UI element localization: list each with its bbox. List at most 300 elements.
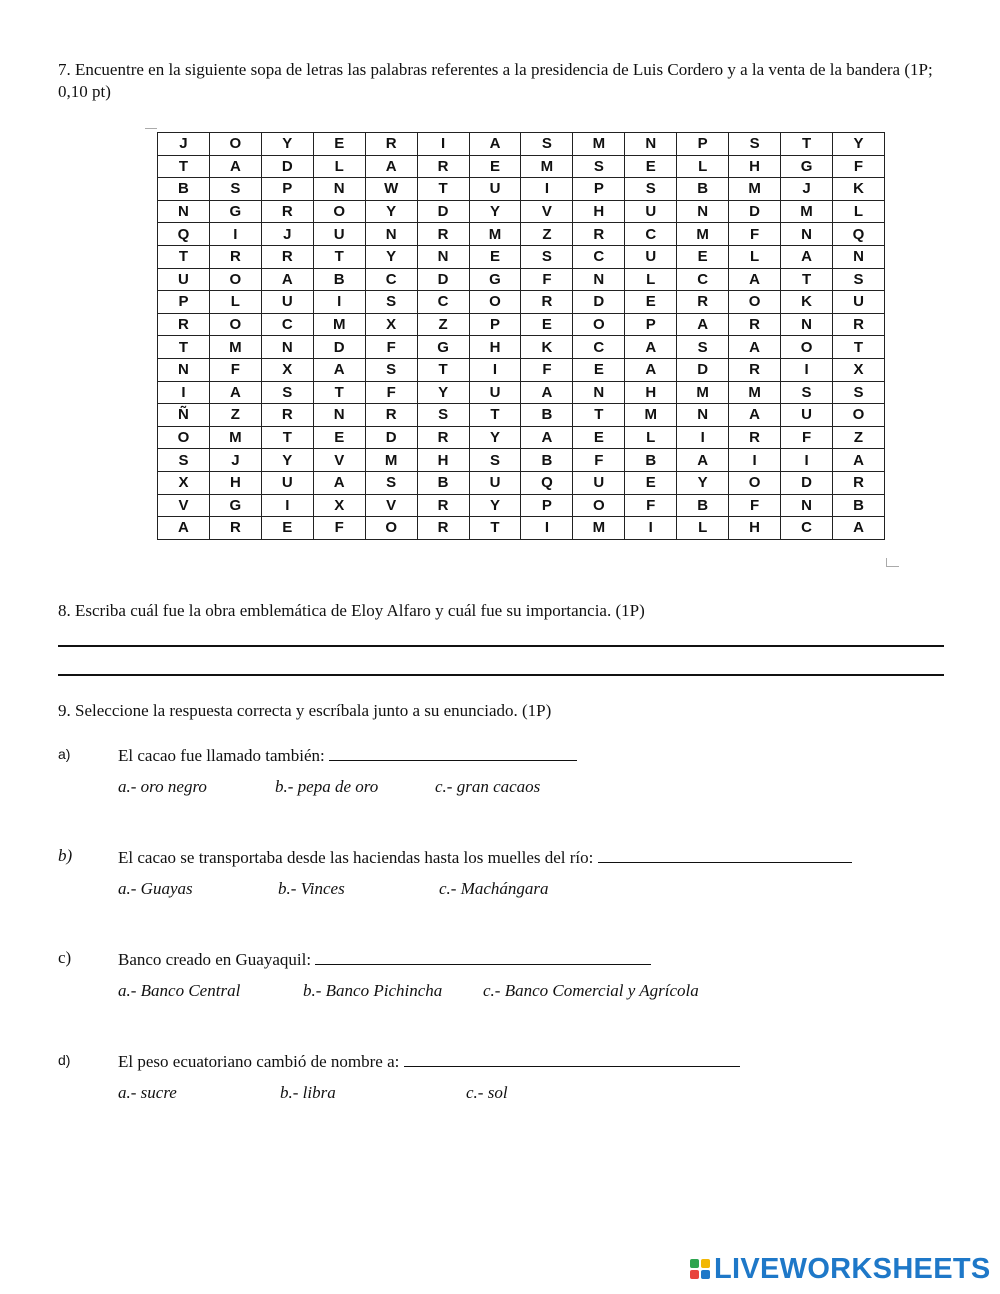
grid-cell[interactable]: Q bbox=[832, 223, 884, 246]
grid-cell[interactable]: R bbox=[209, 245, 261, 268]
grid-cell[interactable]: N bbox=[365, 223, 417, 246]
grid-cell[interactable]: E bbox=[625, 471, 677, 494]
grid-cell[interactable]: K bbox=[781, 291, 833, 314]
grid-cell[interactable]: A bbox=[729, 336, 781, 359]
grid-cell[interactable]: R bbox=[729, 426, 781, 449]
grid-cell[interactable]: M bbox=[781, 200, 833, 223]
grid-cell[interactable]: T bbox=[469, 404, 521, 427]
grid-cell[interactable]: O bbox=[832, 404, 884, 427]
grid-cell[interactable]: E bbox=[677, 245, 729, 268]
grid-cell[interactable]: A bbox=[677, 313, 729, 336]
grid-cell[interactable]: L bbox=[625, 426, 677, 449]
grid-cell[interactable]: U bbox=[261, 291, 313, 314]
option-c[interactable]: c.- sol bbox=[466, 1083, 508, 1102]
grid-cell[interactable]: S bbox=[832, 381, 884, 404]
grid-cell[interactable]: T bbox=[781, 133, 833, 156]
grid-cell[interactable]: F bbox=[729, 223, 781, 246]
grid-cell[interactable]: M bbox=[365, 449, 417, 472]
option-a[interactable]: a.- sucre bbox=[118, 1083, 177, 1102]
grid-row bbox=[158, 517, 885, 540]
grid-cell[interactable]: A bbox=[625, 336, 677, 359]
grid-cell[interactable]: G bbox=[469, 268, 521, 291]
grid-cell[interactable]: T bbox=[573, 404, 625, 427]
option-b[interactable]: b.- libra bbox=[280, 1083, 336, 1102]
grid-cell[interactable]: Y bbox=[417, 381, 469, 404]
grid-row bbox=[158, 291, 885, 314]
grid-cell[interactable]: S bbox=[729, 133, 781, 156]
grid-cell[interactable]: O bbox=[781, 336, 833, 359]
grid-cell[interactable]: E bbox=[521, 313, 573, 336]
item-stem-text: Banco creado en Guayaquil: bbox=[118, 950, 316, 969]
grid-cell[interactable]: B bbox=[832, 494, 884, 517]
grid-cell[interactable]: M bbox=[209, 336, 261, 359]
grid-row bbox=[158, 245, 885, 268]
grid-cell[interactable]: P bbox=[158, 291, 210, 314]
grid-cell[interactable]: C bbox=[781, 517, 833, 540]
grid-cell[interactable]: Z bbox=[417, 313, 469, 336]
grid-cell[interactable]: H bbox=[417, 449, 469, 472]
grid-cell[interactable]: F bbox=[832, 155, 884, 178]
grid-cell[interactable]: I bbox=[677, 426, 729, 449]
grid-cell[interactable]: Y bbox=[469, 494, 521, 517]
grid-cell[interactable]: D bbox=[417, 268, 469, 291]
grid-cell[interactable]: E bbox=[261, 517, 313, 540]
grid-cell[interactable]: U bbox=[625, 200, 677, 223]
option-a[interactable]: a.- oro negro bbox=[118, 777, 207, 796]
grid-cell[interactable]: D bbox=[677, 358, 729, 381]
grid-cell[interactable]: T bbox=[469, 517, 521, 540]
grid-cell[interactable]: E bbox=[469, 155, 521, 178]
grid-cell[interactable]: P bbox=[625, 313, 677, 336]
grid-cell[interactable]: U bbox=[313, 223, 365, 246]
grid-cell[interactable]: X bbox=[313, 494, 365, 517]
grid-cell[interactable]: T bbox=[158, 155, 210, 178]
grid-cell[interactable]: U bbox=[261, 471, 313, 494]
grid-cell[interactable]: E bbox=[313, 133, 365, 156]
grid-cell[interactable]: U bbox=[573, 471, 625, 494]
grid-cell[interactable]: Z bbox=[521, 223, 573, 246]
item-stem bbox=[118, 744, 577, 766]
grid-cell[interactable]: T bbox=[313, 381, 365, 404]
grid-cell[interactable]: W bbox=[365, 178, 417, 201]
item-stem-text: El cacao se transportaba desde las haciendas hasta los muelles del río: bbox=[118, 848, 598, 867]
grid-cell[interactable]: Y bbox=[365, 245, 417, 268]
grid-cell[interactable]: M bbox=[209, 426, 261, 449]
grid-cell[interactable]: O bbox=[209, 133, 261, 156]
grid-cell[interactable]: H bbox=[469, 336, 521, 359]
grid-cell[interactable]: Y bbox=[469, 426, 521, 449]
logo-square bbox=[701, 1259, 710, 1268]
grid-cell[interactable]: N bbox=[832, 245, 884, 268]
grid-cell[interactable]: H bbox=[573, 200, 625, 223]
grid-cell[interactable]: G bbox=[209, 494, 261, 517]
grid-cell[interactable]: R bbox=[261, 404, 313, 427]
grid-cell[interactable]: V bbox=[158, 494, 210, 517]
grid-cell[interactable]: E bbox=[625, 291, 677, 314]
grid-cell[interactable]: I bbox=[521, 178, 573, 201]
grid-cell[interactable]: T bbox=[832, 336, 884, 359]
grid-cell[interactable]: I bbox=[158, 381, 210, 404]
grid-cell[interactable]: V bbox=[365, 494, 417, 517]
grid-cell[interactable]: O bbox=[209, 313, 261, 336]
grid-cell[interactable]: P bbox=[677, 133, 729, 156]
grid-cell[interactable]: B bbox=[677, 494, 729, 517]
grid-cell[interactable]: C bbox=[417, 291, 469, 314]
grid-cell[interactable]: R bbox=[365, 404, 417, 427]
grid-cell[interactable]: F bbox=[365, 381, 417, 404]
grid-cell[interactable]: I bbox=[417, 133, 469, 156]
grid-cell[interactable]: Z bbox=[209, 404, 261, 427]
grid-cell[interactable]: I bbox=[209, 223, 261, 246]
grid-cell[interactable]: T bbox=[417, 358, 469, 381]
grid-cell[interactable]: X bbox=[832, 358, 884, 381]
grid-cell[interactable]: A bbox=[209, 155, 261, 178]
grid-cell[interactable]: S bbox=[261, 381, 313, 404]
grid-cell[interactable]: R bbox=[261, 245, 313, 268]
grid-cell[interactable]: N bbox=[313, 178, 365, 201]
grid-cell[interactable]: R bbox=[417, 155, 469, 178]
grid-cell[interactable]: R bbox=[365, 133, 417, 156]
grid-cell[interactable]: O bbox=[573, 494, 625, 517]
grid-cell[interactable]: E bbox=[469, 245, 521, 268]
grid-row bbox=[158, 471, 885, 494]
grid-row bbox=[158, 404, 885, 427]
grid-cell[interactable]: N bbox=[158, 200, 210, 223]
grid-cell[interactable]: H bbox=[729, 155, 781, 178]
grid-cell[interactable]: C bbox=[573, 336, 625, 359]
answer-blank[interactable] bbox=[329, 744, 577, 761]
grid-cell[interactable]: L bbox=[625, 268, 677, 291]
grid-cell[interactable]: X bbox=[158, 471, 210, 494]
grid-cell[interactable]: U bbox=[781, 404, 833, 427]
grid-cell[interactable]: S bbox=[209, 178, 261, 201]
grid-row bbox=[158, 133, 885, 156]
item-stem bbox=[118, 846, 852, 868]
grid-row bbox=[158, 358, 885, 381]
grid-cell[interactable]: T bbox=[417, 178, 469, 201]
grid-cell[interactable]: C bbox=[677, 268, 729, 291]
grid-cell[interactable]: R bbox=[677, 291, 729, 314]
answer-blank[interactable] bbox=[598, 846, 852, 863]
grid-cell[interactable]: O bbox=[209, 268, 261, 291]
grid-cell[interactable]: D bbox=[573, 291, 625, 314]
grid-cell[interactable]: D bbox=[313, 336, 365, 359]
grid-cell[interactable]: D bbox=[261, 155, 313, 178]
option-b[interactable]: b.- Vinces bbox=[278, 879, 345, 898]
grid-cell[interactable]: Y bbox=[677, 471, 729, 494]
grid-cell[interactable]: F bbox=[781, 426, 833, 449]
grid-cell[interactable]: S bbox=[625, 178, 677, 201]
grid-cell[interactable]: S bbox=[521, 245, 573, 268]
word-search-table bbox=[157, 132, 885, 540]
grid-cell[interactable]: S bbox=[365, 471, 417, 494]
grid-cell[interactable]: N bbox=[677, 200, 729, 223]
answer-blank[interactable] bbox=[315, 948, 651, 965]
option-c[interactable]: c.- Banco Comercial y Agrícola bbox=[483, 981, 699, 1000]
grid-cell[interactable]: B bbox=[158, 178, 210, 201]
grid-cell[interactable]: I bbox=[781, 358, 833, 381]
grid-cell[interactable]: C bbox=[365, 268, 417, 291]
grid-cell[interactable]: O bbox=[158, 426, 210, 449]
answer-line-1[interactable] bbox=[58, 645, 944, 647]
grid-cell[interactable]: Z bbox=[832, 426, 884, 449]
q9-item-d bbox=[58, 1050, 958, 1110]
grid-row bbox=[158, 223, 885, 246]
grid-cell[interactable]: J bbox=[209, 449, 261, 472]
grid-cell[interactable]: T bbox=[313, 245, 365, 268]
grid-cell[interactable]: X bbox=[261, 358, 313, 381]
grid-cell[interactable]: B bbox=[313, 268, 365, 291]
grid-cell[interactable]: R bbox=[729, 358, 781, 381]
grid-cell[interactable]: I bbox=[781, 449, 833, 472]
grid-cell[interactable]: T bbox=[781, 268, 833, 291]
grid-cell[interactable]: C bbox=[573, 245, 625, 268]
grid-cell[interactable]: K bbox=[832, 178, 884, 201]
grid-cell[interactable]: A bbox=[365, 155, 417, 178]
logo-square bbox=[690, 1259, 699, 1268]
grid-cell[interactable]: N bbox=[158, 358, 210, 381]
grid-cell[interactable]: M bbox=[625, 404, 677, 427]
grid-cell[interactable]: S bbox=[469, 449, 521, 472]
grid-cell[interactable]: A bbox=[469, 133, 521, 156]
grid-cell[interactable]: F bbox=[625, 494, 677, 517]
grid-cell[interactable]: R bbox=[417, 426, 469, 449]
q9-item-c bbox=[58, 948, 958, 1008]
grid-cell[interactable]: D bbox=[365, 426, 417, 449]
grid-cell[interactable]: P bbox=[573, 178, 625, 201]
grid-cell[interactable]: M bbox=[677, 381, 729, 404]
grid-cell[interactable]: S bbox=[365, 358, 417, 381]
grid-cell[interactable]: L bbox=[832, 200, 884, 223]
grid-cell[interactable]: E bbox=[313, 426, 365, 449]
grid-cell[interactable]: A bbox=[832, 517, 884, 540]
grid-cell[interactable]: O bbox=[729, 471, 781, 494]
option-c[interactable]: c.- gran cacaos bbox=[435, 777, 541, 796]
grid-cell[interactable]: M bbox=[729, 381, 781, 404]
grid-cell[interactable]: O bbox=[573, 313, 625, 336]
grid-cell[interactable]: N bbox=[781, 494, 833, 517]
grid-cell[interactable]: S bbox=[417, 404, 469, 427]
grid-cell[interactable]: A bbox=[313, 358, 365, 381]
grid-cell[interactable]: Y bbox=[261, 449, 313, 472]
grid-cell[interactable]: E bbox=[625, 155, 677, 178]
grid-cell[interactable]: L bbox=[729, 245, 781, 268]
grid-cell[interactable]: N bbox=[781, 223, 833, 246]
grid-cell[interactable]: F bbox=[573, 449, 625, 472]
item-marker: c) bbox=[58, 948, 72, 967]
grid-cell[interactable]: U bbox=[469, 178, 521, 201]
grid-row bbox=[158, 426, 885, 449]
question-9: 9. Seleccione la respuesta correcta y escríbala junto a su enunciado. (1P) bbox=[58, 701, 552, 720]
grid-cell[interactable]: I bbox=[469, 358, 521, 381]
grid-cell[interactable]: C bbox=[625, 223, 677, 246]
grid-cell[interactable]: P bbox=[521, 494, 573, 517]
grid-cell[interactable]: A bbox=[625, 358, 677, 381]
grid-cell[interactable]: J bbox=[261, 223, 313, 246]
grid-cell[interactable]: R bbox=[158, 313, 210, 336]
grid-cell[interactable]: F bbox=[729, 494, 781, 517]
grid-cell[interactable]: H bbox=[625, 381, 677, 404]
grid-cell[interactable]: N bbox=[261, 336, 313, 359]
grid-cell[interactable]: H bbox=[209, 471, 261, 494]
grid-cell[interactable]: M bbox=[469, 223, 521, 246]
grid-cell[interactable]: U bbox=[469, 471, 521, 494]
grid-cell[interactable]: D bbox=[729, 200, 781, 223]
grid-cell[interactable]: B bbox=[625, 449, 677, 472]
grid-cell[interactable]: M bbox=[677, 223, 729, 246]
grid-cell[interactable]: M bbox=[313, 313, 365, 336]
grid-cell[interactable]: Q bbox=[521, 471, 573, 494]
grid-cell[interactable]: V bbox=[313, 449, 365, 472]
grid-cell[interactable]: A bbox=[158, 517, 210, 540]
grid-cell[interactable]: S bbox=[521, 133, 573, 156]
grid-cell[interactable]: R bbox=[832, 313, 884, 336]
grid-cell[interactable]: B bbox=[521, 404, 573, 427]
grid-cell[interactable]: M bbox=[573, 517, 625, 540]
grid-cell[interactable]: I bbox=[313, 291, 365, 314]
grid-cell[interactable]: A bbox=[677, 449, 729, 472]
grid-cell[interactable]: B bbox=[677, 178, 729, 201]
grid-cell[interactable]: A bbox=[521, 426, 573, 449]
grid-cell[interactable]: R bbox=[832, 471, 884, 494]
answer-line-2[interactable] bbox=[58, 674, 944, 676]
grid-cell[interactable]: R bbox=[573, 223, 625, 246]
grid-cell[interactable]: U bbox=[625, 245, 677, 268]
grid-cell[interactable]: I bbox=[521, 517, 573, 540]
grid-cell[interactable]: L bbox=[209, 291, 261, 314]
grid-cell[interactable]: S bbox=[365, 291, 417, 314]
grid-cell[interactable]: L bbox=[313, 155, 365, 178]
grid-cell[interactable]: T bbox=[158, 336, 210, 359]
grid-cell[interactable]: G bbox=[781, 155, 833, 178]
grid-row bbox=[158, 313, 885, 336]
option-b[interactable]: b.- pepa de oro bbox=[275, 777, 379, 796]
logo-text: LIVEWORKSHEETS bbox=[714, 1252, 991, 1285]
grid-cell[interactable]: A bbox=[781, 245, 833, 268]
grid-cell[interactable]: T bbox=[261, 426, 313, 449]
crop-mark-bottom-right bbox=[886, 558, 899, 567]
grid-cell[interactable]: P bbox=[469, 313, 521, 336]
grid-cell[interactable]: N bbox=[781, 313, 833, 336]
grid-cell[interactable]: S bbox=[573, 155, 625, 178]
grid-cell[interactable]: M bbox=[521, 155, 573, 178]
grid-cell[interactable]: R bbox=[417, 517, 469, 540]
grid-cell[interactable]: N bbox=[313, 404, 365, 427]
grid-cell[interactable]: A bbox=[521, 381, 573, 404]
grid-cell[interactable]: Q bbox=[158, 223, 210, 246]
grid-cell[interactable]: N bbox=[573, 268, 625, 291]
grid-cell[interactable]: O bbox=[469, 291, 521, 314]
grid-cell[interactable]: X bbox=[365, 313, 417, 336]
grid-cell[interactable]: F bbox=[365, 336, 417, 359]
grid-cell[interactable]: I bbox=[729, 449, 781, 472]
grid-cell[interactable]: N bbox=[677, 404, 729, 427]
grid-cell[interactable]: J bbox=[158, 133, 210, 156]
grid-cell[interactable]: A bbox=[261, 268, 313, 291]
grid-cell[interactable]: R bbox=[729, 313, 781, 336]
grid-cell[interactable]: G bbox=[209, 200, 261, 223]
item-stem-text: El cacao fue llamado también: bbox=[118, 746, 329, 765]
grid-cell[interactable]: K bbox=[521, 336, 573, 359]
grid-cell[interactable]: A bbox=[729, 268, 781, 291]
grid-cell[interactable]: F bbox=[521, 358, 573, 381]
grid-cell[interactable]: H bbox=[729, 517, 781, 540]
grid-cell[interactable]: T bbox=[158, 245, 210, 268]
grid-cell[interactable]: O bbox=[365, 517, 417, 540]
grid-cell[interactable]: Y bbox=[365, 200, 417, 223]
grid-cell[interactable]: C bbox=[261, 313, 313, 336]
grid-cell[interactable]: R bbox=[417, 494, 469, 517]
grid-cell[interactable]: B bbox=[417, 471, 469, 494]
grid-cell[interactable]: R bbox=[521, 291, 573, 314]
grid-cell[interactable]: S bbox=[832, 268, 884, 291]
item-stem bbox=[118, 1050, 740, 1072]
grid-cell[interactable]: M bbox=[729, 178, 781, 201]
grid-cell[interactable]: L bbox=[677, 517, 729, 540]
grid-cell[interactable]: R bbox=[209, 517, 261, 540]
grid-cell[interactable]: V bbox=[521, 200, 573, 223]
grid-cell[interactable]: Y bbox=[261, 133, 313, 156]
grid-row bbox=[158, 178, 885, 201]
answer-blank[interactable] bbox=[404, 1050, 740, 1067]
grid-cell[interactable]: N bbox=[573, 381, 625, 404]
grid-cell[interactable]: A bbox=[729, 404, 781, 427]
grid-cell[interactable]: E bbox=[573, 426, 625, 449]
grid-cell[interactable]: S bbox=[781, 381, 833, 404]
grid-cell[interactable]: E bbox=[573, 358, 625, 381]
grid-cell[interactable]: Ñ bbox=[158, 404, 210, 427]
grid-cell[interactable]: F bbox=[209, 358, 261, 381]
grid-cell[interactable]: L bbox=[677, 155, 729, 178]
grid-cell[interactable]: B bbox=[521, 449, 573, 472]
logo-icon bbox=[690, 1259, 710, 1279]
grid-cell[interactable]: P bbox=[261, 178, 313, 201]
grid-cell[interactable]: N bbox=[417, 245, 469, 268]
option-a[interactable]: a.- Banco Central bbox=[118, 981, 241, 1000]
grid-cell[interactable]: R bbox=[417, 223, 469, 246]
grid-cell[interactable]: R bbox=[261, 200, 313, 223]
option-b[interactable]: b.- Banco Pichincha bbox=[303, 981, 443, 1000]
liveworksheets-logo bbox=[690, 1253, 991, 1285]
grid-cell[interactable]: S bbox=[677, 336, 729, 359]
option-a[interactable]: a.- Guayas bbox=[118, 879, 193, 898]
grid-row bbox=[158, 268, 885, 291]
grid-cell[interactable]: D bbox=[781, 471, 833, 494]
grid-cell[interactable]: D bbox=[417, 200, 469, 223]
grid-cell[interactable]: M bbox=[573, 133, 625, 156]
grid-cell[interactable]: N bbox=[625, 133, 677, 156]
grid-cell[interactable]: U bbox=[158, 268, 210, 291]
option-c[interactable]: c.- Machángara bbox=[439, 879, 549, 898]
grid-cell[interactable]: A bbox=[313, 471, 365, 494]
grid-cell[interactable]: U bbox=[469, 381, 521, 404]
grid-cell[interactable]: S bbox=[158, 449, 210, 472]
grid-cell[interactable]: O bbox=[313, 200, 365, 223]
item-stem bbox=[118, 948, 651, 970]
grid-cell[interactable]: J bbox=[781, 178, 833, 201]
grid-cell[interactable]: O bbox=[729, 291, 781, 314]
grid-cell[interactable]: U bbox=[832, 291, 884, 314]
grid-cell[interactable]: I bbox=[261, 494, 313, 517]
grid-cell[interactable]: I bbox=[625, 517, 677, 540]
grid-cell[interactable]: F bbox=[521, 268, 573, 291]
grid-cell[interactable]: A bbox=[209, 381, 261, 404]
grid-cell[interactable]: F bbox=[313, 517, 365, 540]
grid-cell[interactable]: A bbox=[832, 449, 884, 472]
grid-cell[interactable]: G bbox=[417, 336, 469, 359]
grid-cell[interactable]: Y bbox=[832, 133, 884, 156]
grid-cell[interactable]: Y bbox=[469, 200, 521, 223]
